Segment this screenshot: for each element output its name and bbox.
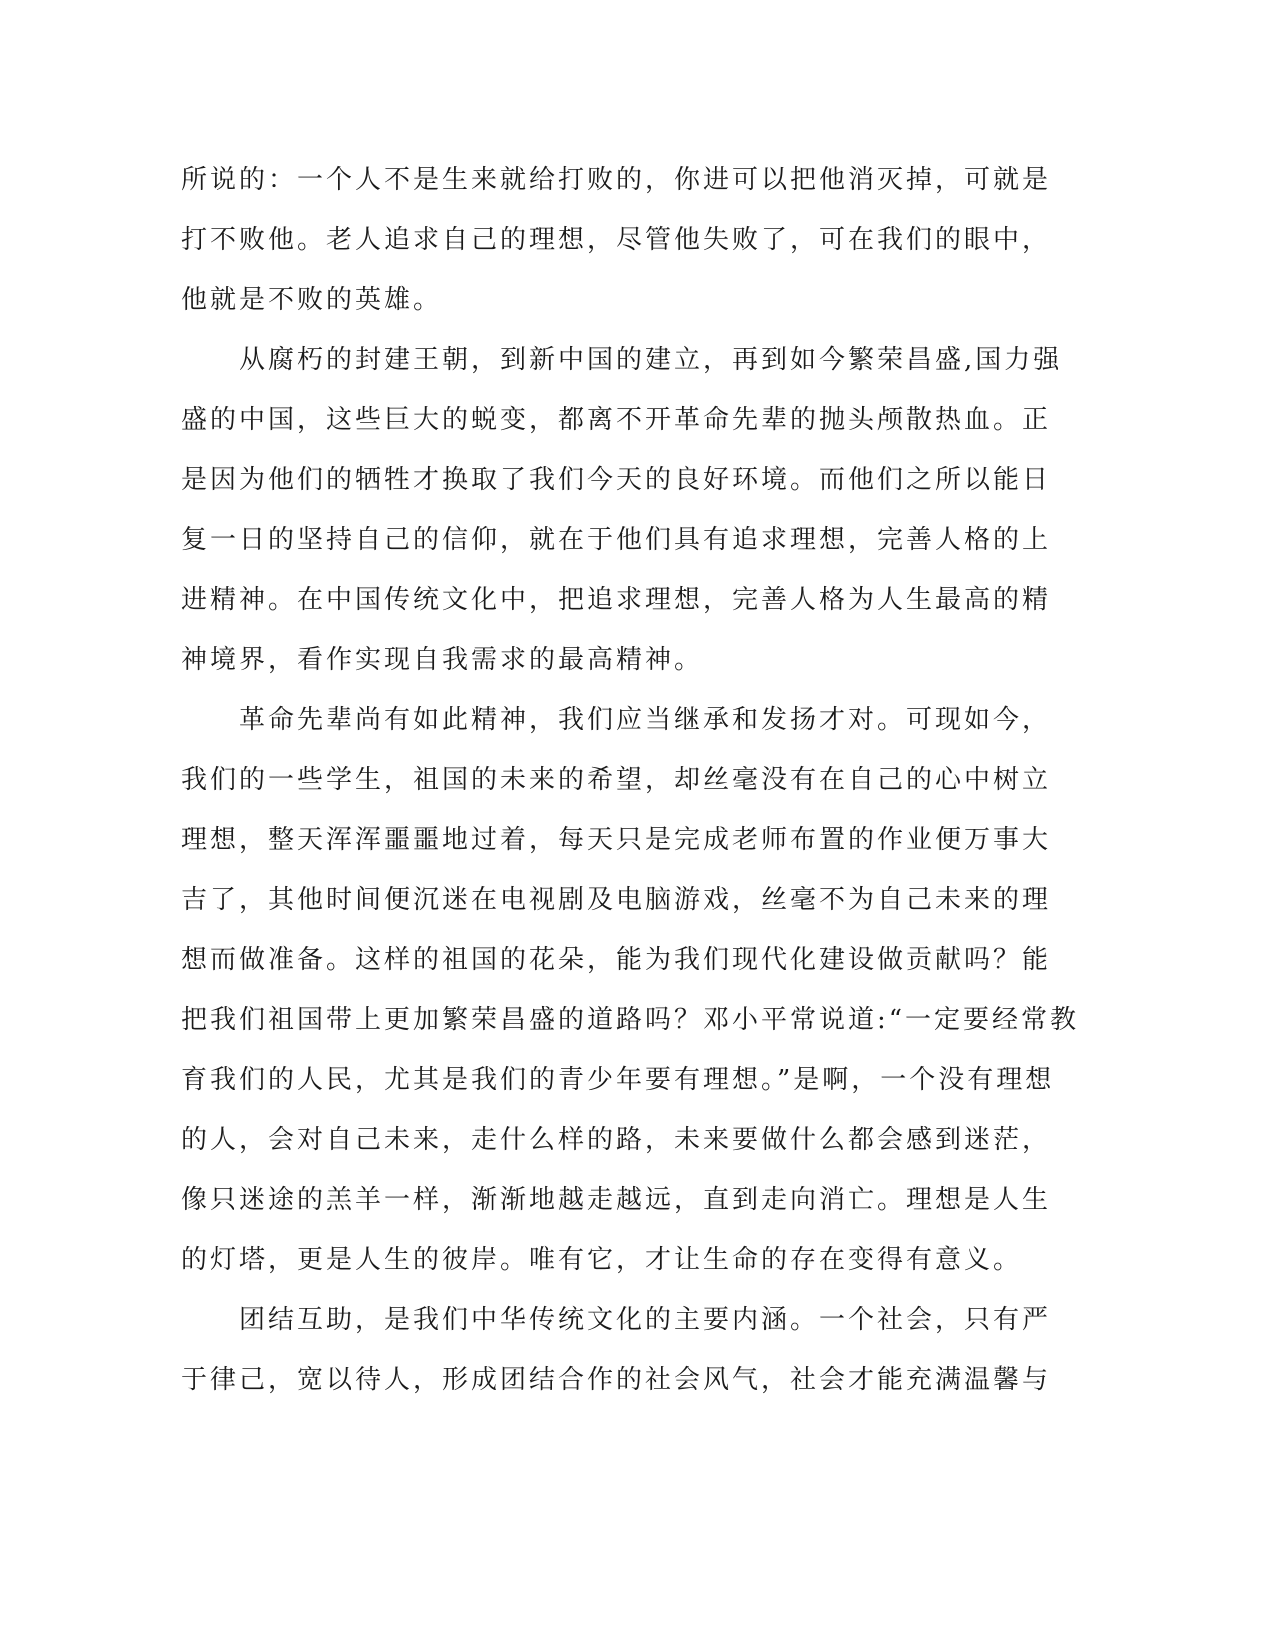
text-line: 打不败他。老人追求自己的理想，尽管他失败了，可在我们的眼中， <box>181 225 1052 255</box>
text-line: 进精神。在中国传统文化中，把追求理想，完善人格为人生最高的精 <box>181 585 1052 615</box>
text-line: 是因为他们的牺牲才换取了我们今天的良好环境。而他们之所以能日 <box>181 465 1052 495</box>
text-line: 吉了，其他时间便沉迷在电视剧及电脑游戏，丝毫不为自己未来的理 <box>181 885 1052 915</box>
text-line: 他就是不败的英雄。 <box>181 285 443 315</box>
text-line: 革命先辈尚有如此精神，我们应当继承和发扬才对。可现如今， <box>181 705 1052 735</box>
paragraph-1 <box>181 150 1061 330</box>
text-line: 理想，整天浑浑噩噩地过着，每天只是完成老师布置的作业便万事大 <box>181 825 1052 855</box>
text-line: 团结互助，是我们中华传统文化的主要内涵。一个社会，只有严 <box>181 1305 1052 1335</box>
text-line: 像只迷途的羔羊一样，渐渐地越走越远，直到走向消亡。理想是人生 <box>181 1185 1052 1215</box>
body-text <box>181 150 1080 1410</box>
text-line: 的灯塔，更是人生的彼岸。唯有它，才让生命的存在变得有意义。 <box>181 1245 1023 1275</box>
text-line: 从腐朽的封建王朝，到新中国的建立，再到如今繁荣昌盛,国力强 <box>181 345 1063 375</box>
text-line: 的人，会对自己未来，走什么样的路，未来要做什么都会感到迷茫， <box>181 1125 1052 1155</box>
paragraph-3 <box>181 690 1080 1290</box>
text-line: 神境界，看作实现自我需求的最高精神。 <box>181 645 704 675</box>
text-line: 复一日的坚持自己的信仰，就在于他们具有追求理想，完善人格的上 <box>181 525 1052 555</box>
paragraph-4 <box>181 1290 1061 1410</box>
text-line: 于律己，宽以待人，形成团结合作的社会风气，社会才能充满温馨与 <box>181 1365 1052 1395</box>
text-line: 盛的中国，这些巨大的蜕变，都离不开革命先辈的抛头颅散热血。正 <box>181 405 1052 435</box>
paragraph-2 <box>181 330 1061 690</box>
text-line: 育我们的人民，尤其是我们的青少年要有理想。”是啊，一个没有理想 <box>181 1065 1055 1095</box>
text-line: 我们的一些学生，祖国的未来的希望，却丝毫没有在自己的心中树立 <box>181 765 1052 795</box>
text-line: 把我们祖国带上更加繁荣昌盛的道路吗？邓小平常说道:“一定要经常教 <box>181 1005 1080 1035</box>
text-line: 想而做准备。这样的祖国的花朵，能为我们现代化建设做贡献吗？能 <box>181 945 1052 975</box>
text-line: 所说的：一个人不是生来就给打败的，你进可以把他消灭掉，可就是 <box>181 165 1052 195</box>
